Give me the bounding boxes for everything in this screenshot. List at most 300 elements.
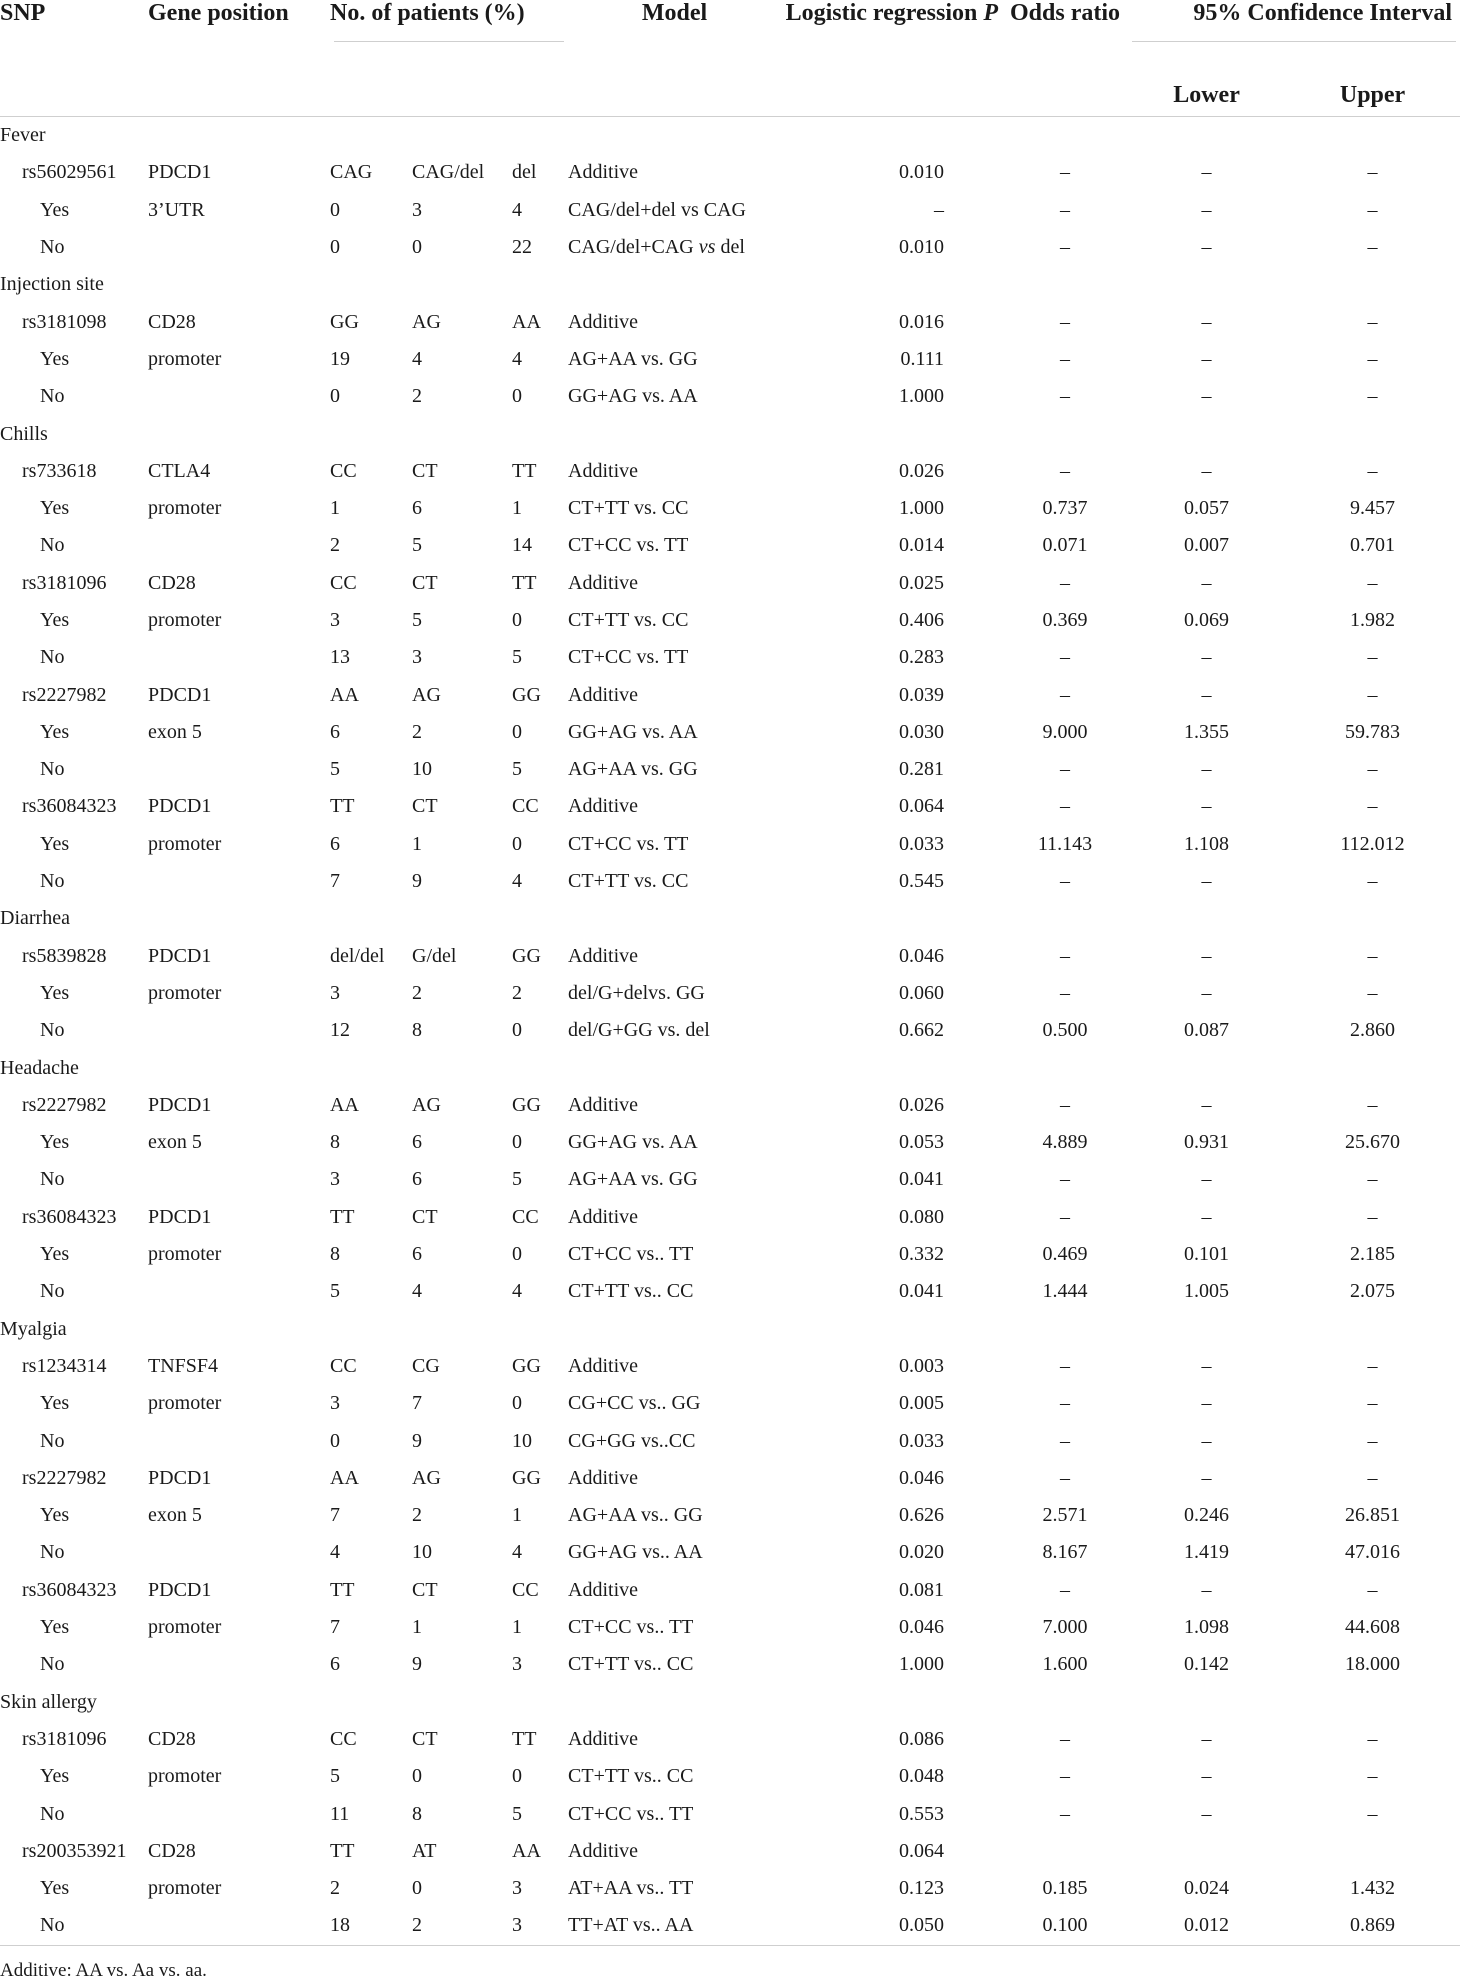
outcome-row — [0, 192, 1460, 229]
model-cell: GG+AG vs.. AA — [568, 1541, 703, 1564]
table-header — [0, 0, 1460, 117]
odds-ratio-cell: – — [1060, 1727, 1071, 1750]
model-cell: Additive — [568, 310, 639, 333]
p-value-cell: 0.053 — [899, 1131, 945, 1154]
genotype-3-count: 0 — [512, 720, 522, 743]
section-row — [0, 900, 1460, 937]
snp-cell: No — [0, 1907, 148, 1945]
ci-lower-cell: – — [1201, 795, 1212, 818]
model-cell: CG+GG vs..CC — [568, 1429, 696, 1452]
genotype-2-count: 10 — [412, 758, 432, 781]
genotype-2-count: 2 — [412, 1907, 512, 1945]
ci-lower-cell: – — [1201, 1727, 1212, 1750]
header-odds-ratio: Odds ratio — [1010, 0, 1121, 26]
genotype-2-count: CT — [412, 1205, 438, 1228]
odds-ratio-cell: – — [1060, 1392, 1071, 1415]
ci-upper-cell: – — [1367, 683, 1378, 706]
ci-upper-cell: – — [1367, 347, 1378, 370]
ci-upper-cell — [1285, 1833, 1460, 1870]
outcome-row — [0, 1758, 1460, 1795]
gene-position-cell — [148, 751, 330, 788]
ci-upper-cell: 9.457 — [1350, 497, 1396, 520]
model-cell: Additive — [568, 1205, 639, 1228]
model-cell: Additive — [568, 571, 639, 594]
model-cell: Additive — [568, 683, 639, 706]
ci-upper-cell: – — [1367, 310, 1378, 333]
gene-position-cell: promoter — [148, 1877, 222, 1900]
genotype-3-count: 4 — [512, 870, 522, 893]
genotype-3-count: 5 — [512, 646, 522, 669]
snp-row — [0, 1833, 1460, 1870]
genotype-1-count: 4 — [330, 1541, 340, 1564]
model-cell: GG+AG vs. AA — [568, 1131, 698, 1154]
genotype-2-count: AG — [412, 1093, 441, 1116]
odds-ratio-cell: 2.571 — [1042, 1504, 1088, 1527]
gene-position-cell — [148, 1907, 330, 1945]
genotype-3-count: 3 — [512, 1877, 522, 1900]
p-value-cell: 0.086 — [899, 1727, 945, 1750]
header-ci: 95% Confidence Interval — [1128, 0, 1460, 40]
genotype-2-count: CG — [412, 1354, 440, 1377]
model-cell: AG+AA vs. GG — [568, 1168, 698, 1191]
p-value-cell: 0.281 — [899, 758, 945, 781]
section-label: Injection site — [0, 273, 104, 296]
ci-lower-cell: – — [1201, 870, 1212, 893]
genotype-3-count: 2 — [512, 981, 522, 1004]
ci-upper-cell: – — [1367, 459, 1378, 482]
snp-cell: rs36084323 — [22, 795, 117, 818]
ci-upper-cell: 18.000 — [1345, 1653, 1401, 1676]
genotype-1-count: 8 — [330, 1243, 340, 1266]
genotype-3-count: 4 — [512, 198, 522, 221]
gene-position-cell: CD28 — [148, 1727, 196, 1750]
model-cell: del/G+delvs. GG — [568, 981, 705, 1004]
genotype-1-count: 12 — [330, 1019, 350, 1042]
model-cell: TT+AT vs.. AA — [568, 1907, 781, 1945]
model-cell: Additive — [568, 1727, 639, 1750]
odds-ratio-cell: 7.000 — [1042, 1616, 1088, 1639]
odds-ratio-cell: 0.737 — [1042, 497, 1088, 520]
model-cell: CT+TT vs. CC — [568, 497, 689, 520]
model-text-italic: vs — [698, 236, 716, 259]
ci-lower-cell: 0.024 — [1184, 1877, 1230, 1900]
odds-ratio-cell: 1.444 — [1042, 1280, 1088, 1303]
odds-ratio-cell: 4.889 — [1042, 1131, 1088, 1154]
genotype-3-count: 22 — [512, 236, 532, 259]
outcome-row — [0, 1236, 1460, 1273]
genotype-3-count: TT — [512, 459, 537, 482]
snp-cell: No — [40, 870, 65, 893]
section-row — [0, 1311, 1460, 1348]
ci-lower-cell: 1.005 — [1184, 1280, 1230, 1303]
genotype-1-count: del/del — [330, 944, 385, 967]
model-cell: CT+CC vs. TT — [568, 646, 689, 669]
genotype-1-count: CAG — [330, 161, 373, 184]
genotype-3-count: 0 — [512, 1243, 522, 1266]
genotype-3-count: GG — [512, 944, 541, 967]
genotype-1-count: 0 — [330, 198, 340, 221]
section-row — [0, 1683, 1460, 1720]
genotype-1-count: 7 — [330, 1504, 340, 1527]
genotype-3-count: 4 — [512, 1280, 522, 1303]
genotype-2-count: CT — [412, 795, 438, 818]
snp-cell: Yes — [40, 832, 70, 855]
gene-position-cell — [148, 1646, 330, 1683]
model-cell: CT+CC vs. TT — [568, 832, 689, 855]
genotype-3-count: 4 — [512, 347, 522, 370]
p-value-cell: 0.033 — [899, 1429, 945, 1452]
section-label: Diarrhea — [0, 907, 70, 930]
odds-ratio-cell: – — [1060, 683, 1071, 706]
gene-position-cell: PDCD1 — [148, 944, 212, 967]
genotype-2-count: 5 — [412, 534, 422, 557]
p-value-cell: 0.026 — [899, 459, 945, 482]
genotype-1-count: 11 — [330, 1802, 350, 1825]
p-value-cell: 0.553 — [899, 1802, 945, 1825]
gene-position-cell — [148, 1534, 330, 1571]
snp-cell: rs5839828 — [22, 944, 107, 967]
odds-ratio-cell: – — [1060, 1429, 1071, 1452]
p-value-cell: 0.545 — [899, 870, 945, 893]
ci-lower-cell: 1.355 — [1184, 720, 1230, 743]
ci-upper-cell: 1.982 — [1350, 609, 1396, 631]
ci-upper-cell: – — [1367, 758, 1378, 781]
snp-cell: No — [40, 1541, 65, 1564]
ci-upper-cell: – — [1367, 1354, 1378, 1377]
outcome-row — [0, 1385, 1460, 1422]
table-body — [0, 117, 1460, 1946]
outcome-row — [0, 1609, 1460, 1646]
model-cell: CT+TT vs.. CC — [568, 1280, 694, 1303]
ci-lower-cell: – — [1201, 1205, 1212, 1228]
ci-upper-cell: 1.432 — [1350, 1877, 1396, 1900]
genotype-1-count: TT — [330, 1839, 355, 1862]
model-cell: CT+TT vs. CC — [568, 870, 689, 893]
gene-position-cell — [148, 229, 330, 266]
genotype-2-count: AG — [412, 310, 441, 333]
snp-cell: No — [40, 1280, 65, 1303]
genotype-2-count: AT — [412, 1839, 437, 1862]
genotype-1-count: 6 — [330, 1653, 340, 1676]
gene-position-cell — [148, 378, 330, 415]
genotype-3-count: 0 — [512, 609, 522, 631]
model-cell: CAG/del+del vs CAG — [568, 198, 746, 221]
ci-upper-cell: 112.012 — [1340, 832, 1405, 855]
snp-row — [0, 1721, 1460, 1758]
genotype-1-count: AA — [330, 1466, 359, 1489]
ci-lower-cell: – — [1201, 1802, 1212, 1825]
gene-position-cell — [148, 1273, 330, 1310]
outcome-row — [0, 863, 1460, 900]
ci-lower-cell: 0.246 — [1184, 1504, 1230, 1527]
ci-upper-cell: – — [1367, 161, 1378, 184]
model-cell: CT+CC vs.. TT — [568, 1802, 694, 1825]
outcome-row — [0, 602, 1460, 639]
ci-upper-cell: 47.016 — [1345, 1541, 1401, 1564]
genotype-1-count: 5 — [330, 1280, 340, 1303]
ci-lower-cell — [1128, 1833, 1285, 1870]
odds-ratio-cell: – — [1060, 1093, 1071, 1116]
snp-row — [0, 154, 1460, 191]
odds-ratio-cell: – — [1060, 981, 1071, 1004]
model-cell: CG+CC vs.. GG — [568, 1392, 701, 1415]
ci-lower-cell: 0.057 — [1184, 497, 1230, 520]
p-value-cell: – — [934, 198, 945, 221]
p-value-cell: 0.064 — [899, 795, 945, 818]
snp-cell: Yes — [40, 981, 70, 1004]
gene-position-cell: promoter — [148, 981, 222, 1004]
snp-cell: rs2227982 — [22, 1466, 107, 1489]
snp-cell: Yes — [40, 1504, 70, 1527]
section-label: Fever — [0, 124, 46, 147]
genotype-2-count: 0 — [412, 236, 422, 259]
p-value-cell: 0.016 — [899, 310, 945, 333]
genotype-3-count: 5 — [512, 758, 522, 781]
gene-position-cell: CTLA4 — [148, 459, 211, 482]
snp-cell: rs2227982 — [22, 1093, 107, 1116]
outcome-row — [0, 1534, 1460, 1571]
ci-upper-cell: – — [1367, 1205, 1378, 1228]
p-value-cell: 0.014 — [899, 534, 945, 557]
genotype-2-count: 0 — [412, 1765, 422, 1788]
genotype-2-count: 8 — [412, 1802, 422, 1825]
p-value-cell: 1.000 — [899, 1653, 945, 1676]
ci-lower-cell: – — [1201, 385, 1212, 408]
ci-upper-cell: 59.783 — [1345, 720, 1401, 743]
gene-position-cell — [148, 639, 330, 676]
odds-ratio-cell: 8.167 — [1042, 1541, 1088, 1564]
genotype-2-count: 1 — [412, 832, 422, 855]
p-value-cell: 0.064 — [899, 1839, 945, 1862]
model-cell: del/G+GG vs. del — [568, 1019, 710, 1042]
ci-lower-cell: 0.931 — [1184, 1131, 1230, 1154]
genotype-1-count: 2 — [330, 1877, 340, 1900]
ci-upper-cell: 0.701 — [1350, 534, 1396, 557]
ci-lower-cell: – — [1201, 1093, 1212, 1116]
ci-upper-cell: – — [1367, 981, 1378, 1004]
outcome-row — [0, 527, 1460, 564]
genotype-2-count: 3 — [412, 646, 422, 669]
model-cell: CT+CC vs.. TT — [568, 1243, 694, 1266]
p-value-cell: 0.111 — [900, 347, 945, 370]
snp-cell: No — [40, 1429, 65, 1452]
section-row — [0, 1049, 1460, 1086]
genotype-1-count: 6 — [330, 720, 340, 743]
ci-upper-cell: – — [1367, 1802, 1378, 1825]
p-value-cell: 0.060 — [899, 981, 945, 1004]
outcome-row — [0, 826, 1460, 863]
genotype-3-count: 0 — [512, 1392, 522, 1415]
ci-lower-cell: – — [1201, 236, 1212, 259]
genotype-1-count: 6 — [330, 832, 340, 855]
outcome-row — [0, 341, 1460, 378]
ci-upper-cell: – — [1367, 1168, 1378, 1191]
genotype-2-count: 9 — [412, 870, 422, 893]
snp-cell: No — [40, 1168, 65, 1191]
outcome-row — [0, 975, 1460, 1012]
gene-position-cell: TNFSF4 — [148, 1354, 219, 1377]
snp-cell: No — [40, 1019, 65, 1042]
ci-lower-cell: – — [1201, 1168, 1212, 1191]
genotype-2-count: 2 — [412, 720, 422, 743]
gene-position-cell: PDCD1 — [148, 1466, 212, 1489]
genotype-2-count: 6 — [412, 1131, 422, 1154]
genotype-1-count: 5 — [330, 1765, 340, 1788]
odds-ratio-cell: – — [1060, 347, 1071, 370]
genotype-3-count: 3 — [512, 1907, 568, 1945]
genotype-2-count: CT — [412, 1578, 438, 1601]
model-cell: CT+TT vs.. CC — [568, 1653, 694, 1676]
genotype-3-count: del — [512, 161, 537, 184]
gene-position-cell: promoter — [148, 1616, 222, 1639]
p-value-cell: 0.123 — [899, 1877, 945, 1900]
snp-row — [0, 1348, 1460, 1385]
genotype-3-count: GG — [512, 683, 541, 706]
genotype-2-count: 2 — [412, 385, 422, 408]
p-value-cell: 0.626 — [899, 1504, 945, 1527]
snp-cell: No — [40, 385, 65, 408]
odds-ratio-cell: – — [1060, 758, 1071, 781]
genotype-3-count: 0 — [512, 385, 522, 408]
genotype-2-count: 4 — [412, 347, 422, 370]
ci-upper-cell: – — [1367, 1429, 1378, 1452]
gene-position-cell — [148, 1012, 330, 1049]
genotype-1-count: AA — [330, 683, 359, 706]
snp-cell: Yes — [40, 720, 70, 743]
outcome-row — [0, 490, 1460, 527]
genotype-2-count: 1 — [412, 1616, 422, 1639]
model-cell — [568, 229, 781, 266]
outcome-row — [0, 1795, 1460, 1832]
genotype-1-count: 13 — [330, 646, 350, 669]
model-text-pre: CAG/del+CAG — [568, 236, 699, 259]
header-patients: No. of patients (%) — [330, 0, 568, 40]
odds-ratio-cell: – — [1060, 1466, 1071, 1489]
section-row — [0, 117, 1460, 155]
header-logistic-label: Logistic regression — [785, 0, 978, 26]
snp-row — [0, 676, 1460, 713]
genotype-3-count: CC — [512, 795, 539, 818]
ci-lower-cell: – — [1201, 1578, 1212, 1601]
odds-ratio-cell: – — [1060, 646, 1071, 669]
snp-cell: Yes — [40, 347, 70, 370]
genotype-3-count: CC — [512, 1205, 539, 1228]
model-cell: GG+AG vs. AA — [568, 720, 698, 743]
genotype-3-count: CC — [512, 1578, 539, 1601]
odds-ratio-cell: – — [1060, 161, 1071, 184]
ci-lower-cell: – — [1201, 161, 1212, 184]
genotype-2-count: 5 — [412, 609, 422, 631]
snp-cell: Yes — [40, 1877, 70, 1900]
ci-upper-cell: – — [1367, 385, 1378, 408]
gene-position-cell — [148, 1422, 330, 1459]
snp-cell: Yes — [40, 1616, 70, 1639]
odds-ratio-cell: 0.369 — [1042, 609, 1088, 631]
odds-ratio-cell: – — [1060, 385, 1071, 408]
genotype-2-count: CT — [412, 459, 438, 482]
section-label: Skin allergy — [0, 1690, 97, 1713]
snp-cell: rs2227982 — [22, 683, 107, 706]
model-cell: Additive — [568, 459, 639, 482]
section-label: Myalgia — [0, 1317, 67, 1340]
snp-cell: rs3181098 — [22, 310, 107, 333]
genotype-3-count: 0 — [512, 832, 522, 855]
ci-upper-cell: 2.860 — [1350, 1019, 1396, 1042]
p-value-cell: 0.050 — [781, 1907, 1002, 1945]
p-value-cell: 1.000 — [899, 385, 945, 408]
p-value-cell: 0.003 — [899, 1354, 945, 1377]
genotype-3-count: TT — [512, 1727, 537, 1750]
gene-position-cell: 3’UTR — [148, 198, 205, 221]
ci-lower-cell: 1.098 — [1184, 1616, 1230, 1639]
genotype-2-count: 0 — [412, 1877, 422, 1900]
snp-cell: No — [40, 1802, 65, 1825]
gene-position-cell: exon 5 — [148, 720, 202, 743]
odds-ratio-cell — [1002, 1833, 1128, 1870]
odds-ratio-cell: 0.500 — [1042, 1019, 1088, 1042]
genotype-2-count: 4 — [412, 1280, 422, 1303]
odds-ratio-cell: – — [1060, 944, 1071, 967]
gene-position-cell: promoter — [148, 497, 222, 520]
snp-cell: Yes — [40, 1392, 70, 1415]
ci-upper-cell: 2.075 — [1350, 1280, 1396, 1303]
ci-lower-cell: 1.108 — [1184, 832, 1230, 855]
genotype-1-count: 1 — [330, 497, 340, 520]
ci-lower-cell: – — [1201, 1765, 1212, 1788]
model-cell: AG+AA vs. GG — [568, 758, 698, 781]
gene-position-cell: PDCD1 — [148, 1205, 212, 1228]
snp-cell: rs36084323 — [22, 1205, 117, 1228]
genotype-1-count: CC — [330, 571, 357, 594]
genotype-3-count: 10 — [512, 1429, 532, 1452]
snp-row — [0, 565, 1460, 602]
genotype-2-count: CT — [412, 1727, 438, 1750]
ci-lower-cell: – — [1201, 1429, 1212, 1452]
gene-position-cell: promoter — [148, 832, 222, 855]
odds-ratio-cell: – — [1060, 1354, 1071, 1377]
ci-lower-cell: – — [1201, 459, 1212, 482]
genotype-3-count: 14 — [512, 534, 532, 557]
p-value-cell: 0.081 — [899, 1578, 945, 1601]
genotype-1-count: 5 — [330, 758, 340, 781]
snp-cell: No — [40, 758, 65, 781]
p-value-cell: 0.026 — [899, 1093, 945, 1116]
genotype-3-count: 0 — [512, 1131, 522, 1154]
genotype-3-count: TT — [512, 571, 537, 594]
snp-row — [0, 453, 1460, 490]
p-value-cell: 0.332 — [899, 1243, 945, 1266]
ci-upper-cell: – — [1367, 1093, 1378, 1116]
model-cell: Additive — [568, 1839, 639, 1862]
genotype-1-count: 3 — [330, 981, 340, 1004]
ci-upper-cell: – — [1367, 1392, 1378, 1415]
genotype-1-count: 0 — [330, 1429, 340, 1452]
model-text-post: del — [715, 236, 745, 259]
ci-upper-cell: – — [1367, 795, 1378, 818]
odds-ratio-cell: – — [1060, 1205, 1071, 1228]
snp-cell: No — [40, 646, 65, 669]
gene-position-cell: CD28 — [148, 571, 196, 594]
genotype-2-count: 6 — [412, 1243, 422, 1266]
p-value-cell: 0.046 — [899, 1616, 945, 1639]
gene-position-cell: PDCD1 — [148, 1578, 212, 1601]
genotype-1-count: CC — [330, 1727, 357, 1750]
genotype-3-count: 5 — [512, 1802, 522, 1825]
odds-ratio-cell: – — [1060, 1802, 1071, 1825]
model-cell: CT+TT vs.. CC — [568, 1765, 694, 1788]
p-value-cell: 0.046 — [899, 1466, 945, 1489]
genotype-3-count: 0 — [512, 1765, 522, 1788]
